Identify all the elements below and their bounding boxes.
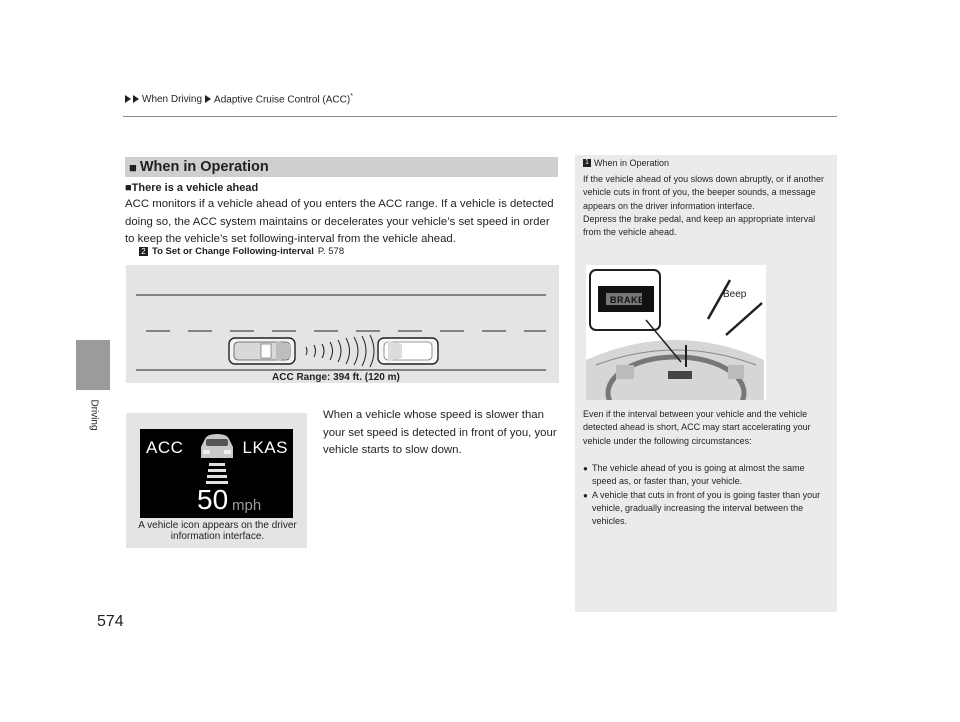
body-paragraph: ACC monitors if a vehicle ahead of you enters the ACC range. If a vehicle is detected doing so, the ACC system maintains or decelerates your vehicle’s set speed in order to keep the vehicle’s set following-interval from the vehicle ahead. [125, 198, 554, 245]
sidebar-paragraph: If the vehicle ahead of you slows down abruptly, or if another vehicle cuts in front of you, the beeper sounds, a message appears on the driver information interface. Depress the brake pedal, and keep an appropriate interval from the vehicle ahead. [583, 174, 824, 238]
chapter-label: Driving [88, 399, 100, 431]
sidebar-paragraph-3: Even if the interval between your vehicle and the vehicle detected ahead is short, ACC may start accelerating your vehicle under the following circumstances: [583, 409, 811, 446]
lkas-indicator: LKAS [242, 438, 288, 457]
acc-range-illustration [126, 265, 559, 383]
sidebar-bullet-list [583, 462, 831, 528]
own-vehicle-icon [229, 338, 295, 364]
vehicle-ahead-display-icon [197, 433, 237, 485]
acc-range-caption: ACC Range: 394 ft. (120 m) [272, 372, 400, 383]
header-divider [123, 116, 837, 117]
arrow-icon [205, 95, 211, 103]
steering-wheel-illustration [586, 265, 766, 400]
vehicle-ahead-icon [378, 338, 438, 364]
section-title: When in Operation [139, 159, 269, 175]
section-marker: ■ [129, 159, 137, 175]
note-number-icon: 1 [583, 159, 591, 167]
acc-indicator: ACC [146, 438, 184, 457]
subsection-heading: ■There is a vehicle ahead [125, 182, 259, 194]
breadcrumb-item-acc[interactable]: Adaptive Cruise Control (ACC)* [214, 93, 353, 106]
reference-arrow-icon: 2 [139, 247, 148, 256]
breadcrumb [125, 93, 353, 105]
chapter-tab [76, 340, 110, 390]
beep-label: Beep [723, 289, 747, 300]
sidebar-heading: 1 When in Operation [583, 158, 669, 168]
brake-message: BRAKE [610, 295, 645, 305]
arrow-icon [133, 95, 139, 103]
dash-caption: A vehicle icon appears on the driver information interface. [138, 520, 297, 542]
list-item: ● The vehicle ahead of you is going at almost the same speed as, or faster than, your vehicle. [583, 462, 831, 489]
driver-information-interface [140, 429, 293, 518]
list-item: ● A vehicle that cuts in front of you is going faster than your vehicle, gradually increasing the interval between the vehicles. [583, 489, 831, 529]
arrow-icon [125, 95, 131, 103]
cross-reference-link[interactable]: 2 To Set or Change Following-interval P. 578 [139, 246, 344, 257]
page-number: 574 [97, 613, 124, 630]
set-speed-unit: mph [232, 497, 262, 514]
set-speed-value: 50 [197, 484, 229, 515]
section-heading [125, 157, 558, 177]
slow-down-paragraph: When a vehicle whose speed is slower than your set speed is detected in front of you, your vehicle starts to slow down. [323, 409, 557, 456]
breadcrumb-item-when-driving[interactable]: When Driving [142, 93, 203, 105]
